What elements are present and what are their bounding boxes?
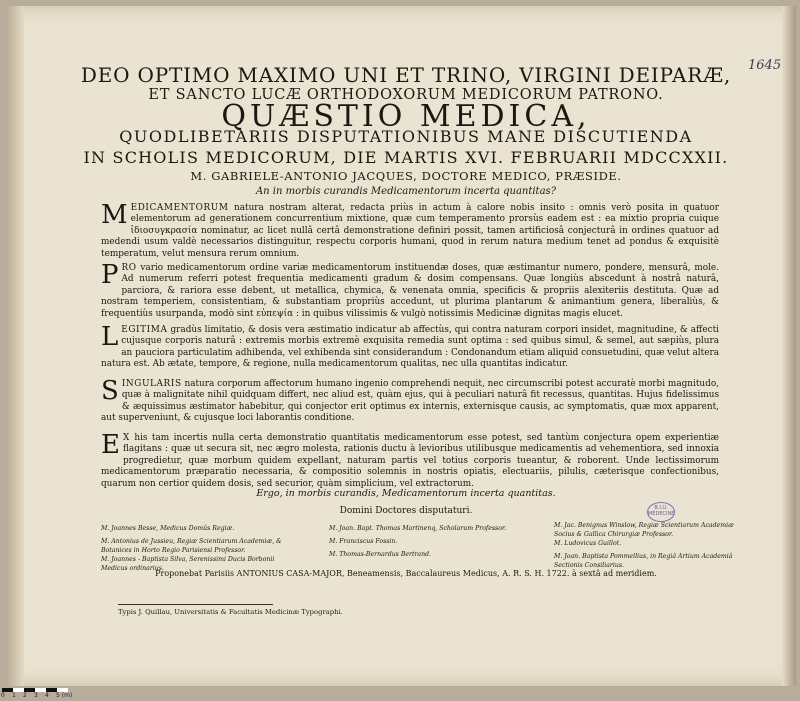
paragraph-lead: RO: [121, 263, 137, 273]
doctor-entry: M. Jac. Benignus Winslow, Regiæ Scientiarum Academiæ Socius & Gallica Chirurgiæ Professor.: [554, 522, 734, 538]
paragraph-text: natura nostram alterat, redacta priùs in actum à calore nobis insito : omnis verò posita in quatuor elementorum ad generationem concurrentium mixtione, quæ cum temperamento prorsùs eadem est : ea mixtio propria cuique ἰδιοσυγκρασία nominatur, ac licet nullâ certâ demonstratione definiri possit, tamen artificiosâ conjecturâ in ordines quatuor ad medendi usum valdè necessarios distinguitur, respectu corporis humani, quod in rerum natura medium tenet ad pondus & exquisitè temperatum, velut mensura rerum omnium.: [101, 203, 719, 259]
paragraph-lead: EDICAMENTORUM: [130, 203, 229, 213]
ruler-label: 3: [34, 692, 38, 699]
paragraph-text: vario medicamentorum ordine variæ medicamentorum instituendæ doses, quæ æstimantur numero, pondere, mensurâ, mole. Ad numerum referri potest frequentia medicamenti gradum & dosim compensans. Quæ longiùs abscedunt à nostrâ naturâ, parciora, & rariora esse debent, ut metallica, chymica, & venenata omnia, specificis & propriis alexiteriis destituta. Quæ ad nostram temperiem, consistentiam, & substantiam propriùs accedunt, ut plurima plantarum & animantium genera, liberaliùs, & frequentiùs usurpanda, modò sint εὐπεψία : in quibus vilissimis & vulgò notissimis Medicinæ dignitas magis elucet.: [101, 263, 719, 319]
paragraph-initial: E: [101, 430, 120, 460]
paragraph-initial: M: [101, 200, 128, 230]
paragraph-2: [101, 260, 719, 320]
thesis-question: An in morbis curandis Medicamentorum incerta quantitas?: [255, 186, 557, 197]
doctor-entry: M. Joan. Bapt. Thomas Martinenq, Scholarum Professor.: [329, 525, 507, 532]
printer-imprint: Typis J. Quillau, Universitatis & Facultatis Medicinæ Typographi.: [118, 608, 343, 616]
ruler-label: 5 (m): [56, 692, 73, 699]
conclusion: Ergo, in morbis curandis, Medicamentorum incerta quantitas.: [256, 488, 556, 499]
ruler-label: 0: [1, 692, 5, 699]
subtitle-line-2: IN SCHOLIS MEDICORUM, DIE MARTIS XVI. FEBRUARII MDCCXXII.: [83, 148, 729, 167]
doctor-entry: M. Franciscus Fossin.: [329, 538, 398, 545]
library-stamp: B.I.U. MÉDECINE: [647, 502, 675, 522]
paragraph-1: [101, 200, 719, 260]
presiding-doctor: M. GABRIELE-ANTONIO JACQUES, DOCTORE MEDICO, PRÆSIDE.: [190, 169, 622, 183]
page-edge: [782, 6, 796, 686]
ruler-label: 2: [23, 692, 27, 699]
paragraph-lead: EGITIMA: [121, 325, 168, 335]
doctors-heading: Domini Doctores disputaturi.: [339, 506, 473, 516]
printer-rule: [118, 604, 273, 605]
ruler-label: 4: [45, 692, 49, 699]
paragraph-text: natura corporum affectorum humano ingenio comprehendi nequit, nec circumscribi potest accuratè morbi magnitudo, quæ à malignitate nihil quidquam differt, nec aliud est, quàm ejus, qui à peculiari naturâ fit recessus, quantitas. Hujus fidelissimus & æquissimus æstimator habebitur, qui conjector erit optimus ex internis, externisque causis, ac symptomatis, quæ mox apparent, aut superveniunt, & cujusque loci laborantis conditione.: [101, 379, 719, 424]
paragraph-4: [101, 376, 719, 425]
ruler-label: 1: [12, 692, 16, 699]
paragraph-text: his tam incertis nulla certa demonstratio quantitatis medicamentorum esse potest, sed tantùm conjectura opem experientiæ flagitans : quæ ut secura sit, nec ægro molesta, rationis ductu à levioribus utilibusque medicamentis ad vehementiora, sed innoxia progredietur, quæ morbum quidem expellant, naturam partis vel totius corporis tueantur, & roborent. Unde lectissimorum medicamentorum præparatio necessaria, & compositio solemnis in nostris opiatis, electuariis, pilulis, cæterisque confectionibus, quarum non certior quidem dosis, sed securior, quàm simplicium, vel extractorum.: [101, 433, 719, 489]
doctor-entry: M. Joannes - Baptista Silva, Serenissimi Ducis Borbonii Medicus ordinarius.: [101, 556, 275, 572]
pencil-note: 1645: [748, 58, 782, 73]
doctor-entry: M. Antonius de Jussieu, Regiæ Scientiarum Academiæ, & Botanices in Horto Regio Parisiensi Professor.: [101, 538, 282, 554]
paragraph-5: [101, 430, 719, 490]
doctor-entry: M. Joan. Baptista Pommellius, in Regiâ Artium Academiâ Sectionis Consiliarius.: [554, 553, 733, 569]
doctor-entry: M. Ludovicus Guillot.: [554, 540, 622, 547]
paragraph-initial: S: [101, 376, 119, 406]
doctor-entry: M. Thomas-Bernardus Bertrand.: [329, 551, 432, 558]
paragraph-3: [101, 322, 719, 371]
scale-ruler: [0, 688, 110, 701]
paragraph-lead: X: [122, 433, 130, 443]
document-title: QUÆSTIO MEDICA,: [221, 99, 591, 134]
proponent-line: Proponebat Parisiis ANTONIUS CASA-MAJOR, Beneamensis, Baccalaureus Medicus, A. R. S. H. 1722. à sextâ ad meridiem.: [155, 569, 657, 578]
doctors-column-1: [101, 524, 311, 573]
dedication-line-1: DEO OPTIMO MAXIMO UNI ET TRINO, VIRGINI DEIPARÆ,: [80, 63, 732, 87]
dedication-line-2: ET SANCTO LUCÆ ORTHODOXORUM MEDICORUM PATRONO.: [148, 87, 664, 103]
paragraph-initial: P: [101, 260, 119, 290]
doctors-column-3: [554, 521, 754, 570]
doctor-entry: M. Joannes Besse, Medicus Domûs Regiæ.: [101, 525, 235, 532]
paragraph-lead: INGULARIS: [121, 379, 182, 389]
doctors-column-2: [329, 524, 539, 559]
book-gutter: [6, 6, 24, 686]
subtitle-line-1: QUODLIBETARIIS DISPUTATIONIBUS MANE DISCUTIENDA: [119, 127, 693, 146]
paragraph-initial: L: [101, 322, 119, 352]
document-sheet: [6, 6, 796, 686]
paragraph-text: gradùs limitatio, & dosis vera æstimatio indicatur ab affectùs, qui contra naturam corpori insidet, magnitudine, & affecti cujusque corporis naturâ : extremis morbis extremè exquisita remedia sunt optima : sed quibus simul, & semel, aut sæpiùs, plura an pauciora particulatim adhibenda, vel exhibenda sint considerandum : Condonandum etiam aliquid consuetudini, quæ velut altera natura est. Ab ætate, tempore, & regione, nulla medicamentorum qualitas, nec ulla quantitas indicatur.: [101, 325, 719, 370]
